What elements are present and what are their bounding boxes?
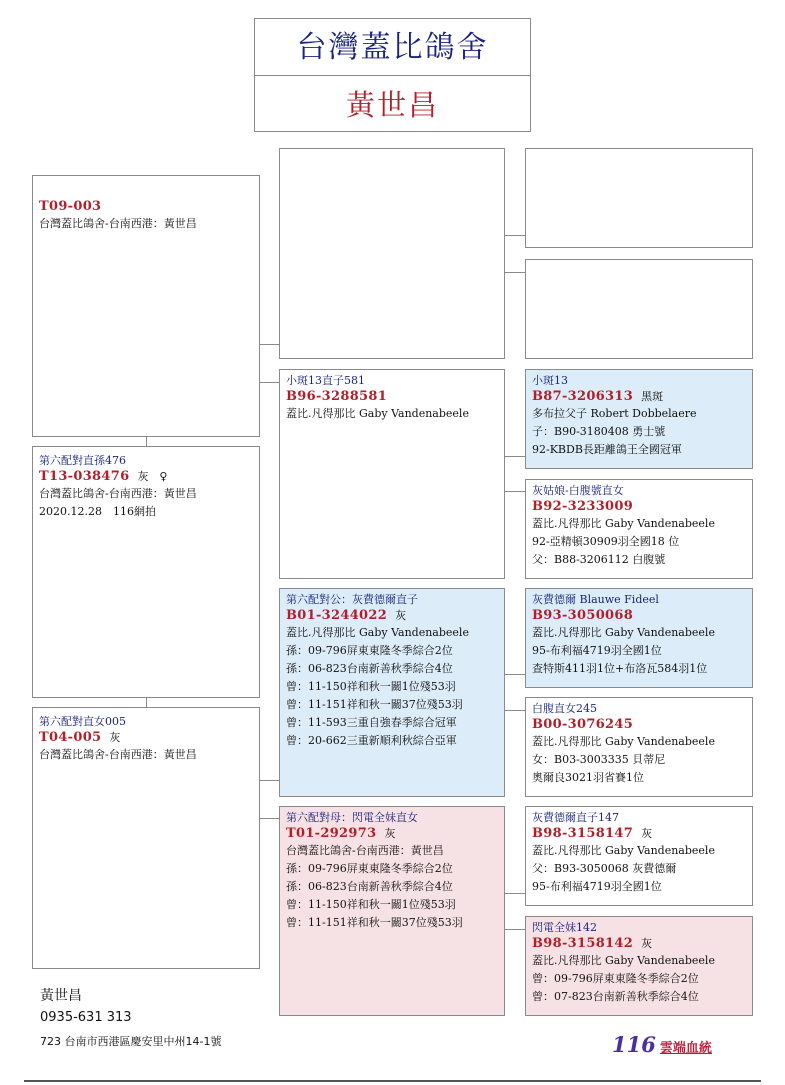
detail-line: 父：B88-3206112 白腹號 [532,553,666,566]
ring-number: T13-038476 灰 ♀ [39,469,168,484]
footer-name: 黃世昌 [40,988,82,1004]
pigeon-color: 灰 [395,609,407,622]
logo[interactable] [612,1032,722,1056]
connector [259,382,279,383]
pigeon-color: 灰 [641,937,653,950]
pigeon-card[interactable] [525,916,753,1016]
footer-phone: 0935-631 313 [40,1010,132,1025]
detail-line: 92-亞精頓30909羽全國18 位 [532,535,680,548]
pigeon-nickname: 灰費德爾直子147 [532,811,619,824]
detail-line: 子：B90-3180408 勇士號 [532,425,666,438]
logo-text: 雲端血統 [659,1041,712,1056]
detail-line: 蓋比.凡得那比 Gaby Vandenabeele [532,844,715,857]
detail-line: 曾：11-151祥和秋一關37位殘53羽 [286,698,463,711]
detail-line: 2020.12.28 116網拍 [39,505,156,518]
pigeon-card-dam[interactable] [32,707,260,969]
pigeon-color: 灰 [384,827,396,840]
pigeon-color: 灰 [641,827,653,840]
pigeon-nickname: 小斑13 [532,374,568,387]
ring-number: B92-3233009 [532,499,634,514]
detail-line: 曾：11-593三重自強春季綜合冠軍 [286,716,457,729]
detail-line: 父：B93-3050068 灰費德爾 [532,862,677,875]
detail-line: 蓋比.凡得那比 Gaby Vandenabeele [532,954,715,967]
detail-line: 曾：11-150祥和秋一關1位殘53羽 [286,898,456,911]
pigeon-nickname: 灰姑娘-白腹號直女 [532,484,624,497]
pigeon-card[interactable] [525,479,753,579]
pigeon-nickname: 第六配對直女005 [39,715,126,728]
footer-address: 723 台南市西港區慶安里中州14-1號 [40,1035,222,1048]
detail-line: 台灣蓋比鴿舍-台南西港：黃世昌 [39,217,197,230]
detail-line: 查特斯411羽1位+布洛瓦584羽1位 [532,662,708,675]
pigeon-nickname: 第六配對公：灰費德爾直子 [286,593,418,606]
detail-line: 曾：09-796屏東東隆冬季綜合2位 [532,972,699,985]
detail-line: 蓋比.凡得那比 Gaby Vandenabeele [286,626,469,639]
pigeon-nickname: 小斑13直子581 [286,374,365,387]
pigeon-card[interactable] [525,806,753,906]
detail-line: 孫：06-823台南新善秋季綜合4位 [286,880,453,893]
connector [146,698,147,707]
detail-line: 蓋比.凡得那比 Gaby Vandenabeele [532,735,715,748]
detail-line: 蓋比.凡得那比 Gaby Vandenabeele [532,517,715,530]
detail-line: 台灣蓋比鴿舍-台南西港：黃世昌 [39,748,197,761]
detail-line: 女：B03-3003335 貝蒂尼 [532,753,666,766]
ring-number: B98-3158142 灰 [532,936,653,951]
detail-line: 曾：07-823台南新善秋季綜合4位 [532,990,699,1003]
connector [505,235,525,236]
connector [505,456,525,457]
detail-line: 台灣蓋比鴿舍-台南西港：黃世昌 [286,844,444,857]
connector [505,893,525,894]
detail-line: 95-布利福4719羽全國1位 [532,644,662,657]
pigeon-card-subject[interactable] [32,446,260,698]
connector [259,344,279,345]
detail-line: 曾：20-662三重新順利秋綜合亞軍 [286,734,457,747]
connector [505,272,525,273]
pigeon-card[interactable] [525,588,753,688]
pigeon-nickname: 第六配對直孫476 [39,454,126,467]
pigeon-color: 灰 ♀ [137,470,168,483]
detail-line: 蓋比.凡得那比 Gaby Vandenabeele [286,407,469,420]
connector [505,710,525,711]
detail-line: 孫：06-823台南新善秋季綜合4位 [286,662,453,675]
owner-name: 黃世昌 [345,88,439,122]
ring-number: T01-292973 灰 [286,826,396,841]
detail-line: 孫：09-796屏東東隆冬季綜合2位 [286,644,453,657]
detail-line: 曾：11-150祥和秋一關1位殘53羽 [286,680,456,693]
pigeon-card[interactable] [525,697,753,797]
ring-number: B98-3158147 灰 [532,826,653,841]
connector [146,437,147,446]
detail-line: 92-KBDB長距離鴿王全國冠軍 [532,443,682,456]
detail-line: 95-布利福4719羽全國1位 [532,880,662,893]
ring-number: B93-3050068 [532,608,634,623]
ring-number: B00-3076245 [532,717,634,732]
pigeon-nickname: 閃電全妹142 [532,921,597,934]
connector [259,780,279,781]
pigeon-card-empty[interactable] [279,148,505,359]
loft-name: 台灣蓋比鴿舍 [255,19,530,76]
logo-number: 116 [612,1032,656,1057]
detail-line: 蓋比.凡得那比 Gaby Vandenabeele [532,626,715,639]
pigeon-color: 黑斑 [641,390,664,403]
detail-line: 奧爾良3021羽省賽1位 [532,771,644,784]
pigeon-card-empty[interactable] [525,259,753,359]
detail-line: 孫：09-796屏東東隆冬季綜合2位 [286,862,453,875]
title-box [254,18,531,132]
pigeon-card-dam-of-dam[interactable] [279,806,505,1016]
pigeon-card[interactable] [279,369,505,579]
ring-number: T09-003 [39,199,102,214]
bottom-divider [24,1080,761,1082]
ring-number: T04-005 灰 [39,730,121,745]
connector [505,491,525,492]
detail-line: 台灣蓋比鴿舍-台南西港：黃世昌 [39,487,197,500]
pigeon-card-empty[interactable] [525,148,753,248]
ring-number: B87-3206313 黑斑 [532,389,664,404]
pigeon-color: 灰 [109,731,121,744]
pigeon-nickname: 白腹直女245 [532,702,597,715]
connector [505,929,525,930]
ring-number: B96-3288581 [286,389,388,404]
pigeon-nickname: 灰費德爾 Blauwe Fideel [532,593,659,606]
detail-line: 多布拉父子 Robert Dobbelaere [532,407,697,420]
pigeon-card-sire[interactable] [32,175,260,437]
pigeon-nickname: 第六配對母：閃電全妹直女 [286,811,418,824]
ring-number: B01-3244022 灰 [286,608,407,623]
connector [259,818,279,819]
connector [505,674,525,675]
pigeon-card-sire-of-dam[interactable] [279,588,505,797]
detail-line: 曾：11-151祥和秋一關37位殘53羽 [286,916,463,929]
pigeon-card[interactable] [525,369,753,469]
